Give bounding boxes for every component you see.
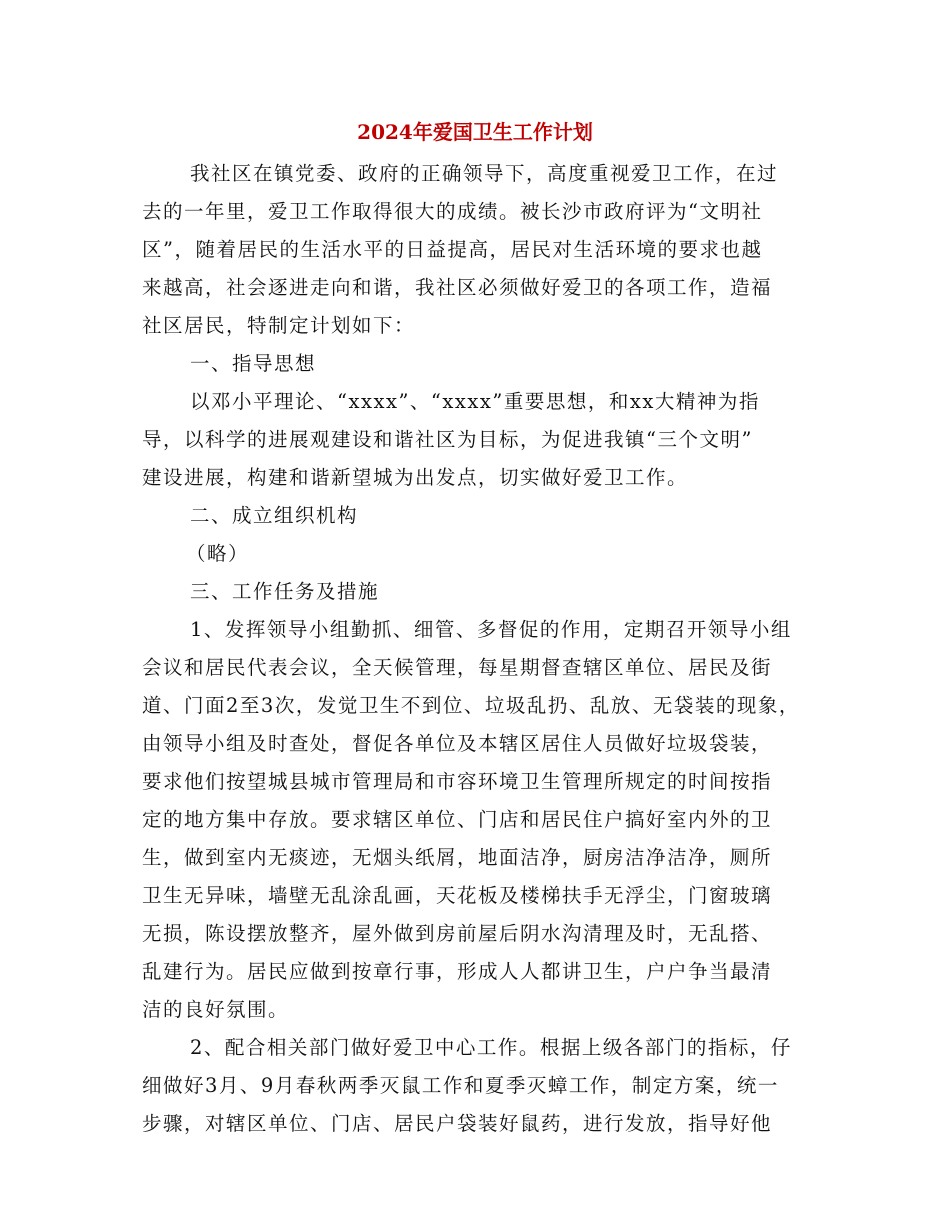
paragraph-line: 洁的良好氛围。 [142, 998, 290, 1021]
paragraph-line: 细做好3月、9月春秋两季灭鼠工作和夏季灭蟑工作，制定方案，统一 [142, 1074, 779, 1097]
paragraph-line: 导，以科学的进展观建设和谐社区为目标，为促进我镇“三个文明” [142, 428, 753, 451]
paragraph-line: 2、配合相关部门做好爱卫中心工作。根据上级各部门的指标，仔 [190, 1036, 792, 1059]
paragraph-line: 卫生无异味，墙壁无乱涂乱画，天花板及楼梯扶手无浮尘，门窗玻璃 [142, 884, 773, 907]
paragraph-line: 1、发挥领导小组勤抓、细管、多督促的作用，定期召开领导小组 [190, 618, 792, 641]
paragraph-line: 要求他们按望城县城市管理局和市容环境卫生管理所规定的时间按指 [142, 770, 773, 793]
paragraph-line: 社区居民，特制定计划如下： [142, 314, 416, 337]
paragraph-line: （略） [186, 542, 250, 565]
paragraph-line: 我社区在镇党委、政府的正确领导下，高度重视爱卫工作，在过 [190, 162, 779, 185]
paragraph-line: 建设进展，构建和谐新望城为出发点，切实做好爱卫工作。 [142, 466, 689, 489]
section-heading: 三、工作任务及措施 [190, 580, 380, 603]
paragraph-line: 以邓小平理论、“xxxx”、“xxxx”重要思想，和xx大精神为指 [190, 390, 760, 413]
paragraph-line: 定的地方集中存放。要求辖区单位、门店和居民住户搞好室内外的卫 [142, 808, 773, 831]
document-title: 2024年爱国卫生工作计划 [357, 120, 593, 144]
paragraph-line: 生，做到室内无痰迹，无烟头纸屑，地面洁净，厨房洁净洁净，厕所 [142, 846, 773, 869]
paragraph-line: 道、门面2至3次，发觉卫生不到位、垃圾乱扔、乱放、无袋装的现象， [142, 694, 800, 717]
paragraph-line: 区”，随着居民的生活水平的日益提高，居民对生活环境的要求也越 [142, 238, 763, 261]
paragraph-line: 步骤，对辖区单位、门店、居民户袋装好鼠药，进行发放，指导好他 [142, 1112, 773, 1135]
section-heading: 一、指导思想 [190, 352, 317, 375]
paragraph-line: 由领导小组及时查处，督促各单位及本辖区居住人员做好垃圾袋装， [142, 732, 773, 755]
section-heading: 二、成立组织机构 [190, 504, 359, 527]
paragraph-line: 乱建行为。居民应做到按章行事，形成人人都讲卫生，户户争当最清 [142, 960, 773, 983]
paragraph-line: 会议和居民代表会议，全天候管理，每星期督查辖区单位、居民及街 [142, 656, 773, 679]
paragraph-line: 去的一年里，爱卫工作取得很大的成绩。被长沙市政府评为“文明社 [142, 200, 763, 223]
paragraph-line: 无损，陈设摆放整齐，屋外做到房前屋后阴水沟清理及时，无乱搭、 [142, 922, 773, 945]
paragraph-line: 来越高，社会逐进走向和谐，我社区必须做好爱卫的各项工作，造福 [142, 276, 773, 299]
